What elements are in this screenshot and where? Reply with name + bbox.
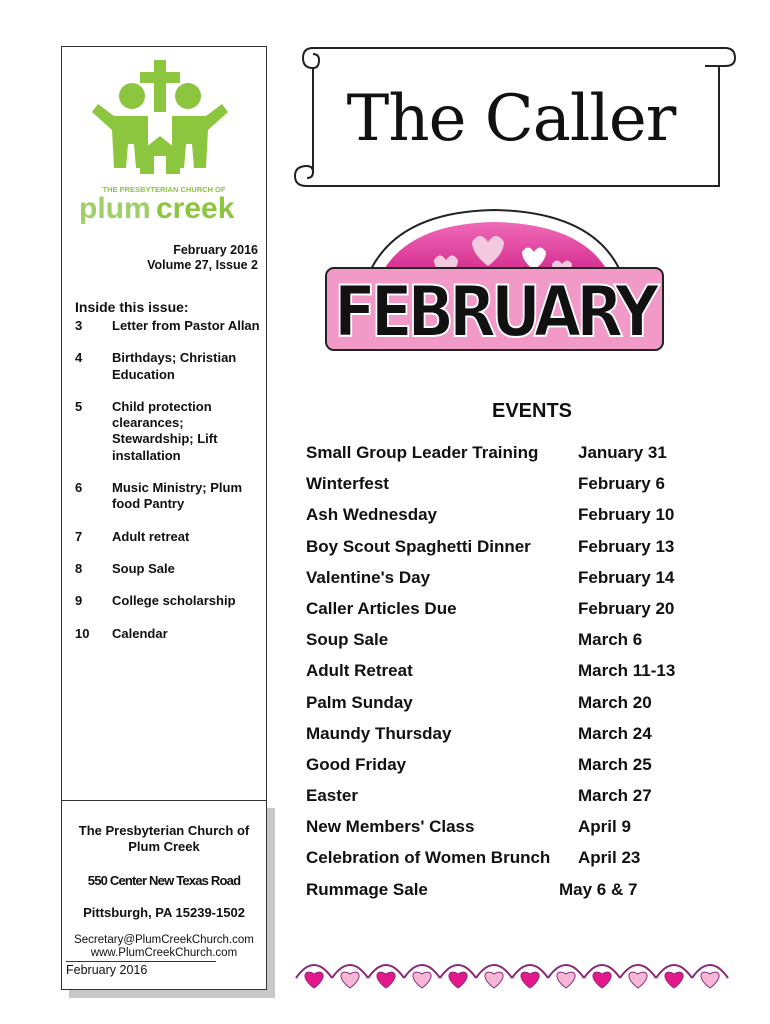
inside-title: Inside this issue: bbox=[75, 299, 189, 315]
issue-date: February 2016 bbox=[173, 243, 258, 257]
event-date: March 6 bbox=[578, 630, 643, 650]
toc-page: 8 bbox=[75, 560, 83, 576]
event-name: Adult Retreat bbox=[306, 661, 413, 681]
logo-tagline: THE PRESBYTERIAN CHURCH OF bbox=[102, 185, 226, 194]
issue-info bbox=[70, 243, 258, 273]
event-name: Good Friday bbox=[306, 754, 407, 774]
event-date: March 25 bbox=[578, 754, 652, 774]
heart-icon bbox=[521, 972, 539, 988]
toc-title: Adult retreat bbox=[112, 528, 190, 544]
toc-page: 9 bbox=[75, 593, 83, 609]
event-row bbox=[306, 537, 746, 568]
events-list bbox=[306, 443, 746, 911]
toc-item[interactable] bbox=[75, 529, 260, 545]
event-date: March 24 bbox=[578, 723, 652, 743]
event-row bbox=[306, 661, 746, 692]
heart-icon bbox=[413, 972, 431, 988]
event-row bbox=[306, 786, 746, 817]
event-date: March 20 bbox=[578, 692, 652, 712]
toc-item[interactable] bbox=[75, 593, 260, 609]
footer-date: February 2016 bbox=[66, 961, 216, 977]
event-date: February 13 bbox=[578, 536, 675, 556]
event-date: April 9 bbox=[578, 817, 631, 837]
event-row bbox=[306, 630, 746, 661]
toc-title: Child protection clearances; Stewardship; Lift installation bbox=[112, 398, 218, 463]
toc-page: 5 bbox=[75, 398, 83, 414]
street-address: 550 Center New Texas Road bbox=[87, 873, 241, 888]
event-row bbox=[306, 817, 746, 848]
event-row bbox=[306, 755, 746, 786]
toc-title: Soup Sale bbox=[112, 560, 175, 576]
contact-links bbox=[62, 934, 266, 960]
event-date: February 20 bbox=[578, 598, 675, 618]
issue-volume: Volume 27, Issue 2 bbox=[147, 258, 258, 272]
event-date: February 10 bbox=[578, 505, 675, 525]
logo-word-creek: creek bbox=[156, 192, 235, 224]
toc-item[interactable] bbox=[75, 350, 260, 383]
toc-page: 7 bbox=[75, 528, 83, 544]
heart-icon bbox=[305, 972, 323, 988]
heart-icon bbox=[593, 972, 611, 988]
event-name: Maundy Thursday bbox=[306, 723, 452, 743]
event-name: Easter bbox=[306, 786, 358, 806]
event-name: Boy Scout Spaghetti Dinner bbox=[306, 536, 531, 556]
address-box bbox=[61, 800, 267, 990]
heart-icon bbox=[485, 972, 503, 988]
event-name: Soup Sale bbox=[306, 630, 389, 650]
event-name: Small Group Leader Training bbox=[306, 443, 539, 462]
event-date: April 23 bbox=[578, 848, 641, 868]
events-heading: EVENTS bbox=[491, 400, 573, 422]
toc-item[interactable] bbox=[75, 318, 260, 334]
event-name: Caller Articles Due bbox=[306, 598, 457, 618]
table-of-contents bbox=[75, 318, 260, 658]
heart-icon bbox=[701, 972, 719, 988]
toc-item[interactable] bbox=[75, 626, 260, 642]
event-row bbox=[306, 474, 746, 505]
toc-title: Calendar bbox=[112, 625, 168, 641]
heart-icon bbox=[377, 972, 395, 988]
newsletter-title: The Caller bbox=[346, 82, 676, 156]
event-row bbox=[306, 880, 746, 911]
toc-item[interactable] bbox=[75, 480, 260, 513]
heart-icon bbox=[449, 972, 467, 988]
city-address: Pittsburgh, PA 15239-1502 bbox=[83, 905, 245, 920]
event-name: Palm Sunday bbox=[306, 692, 413, 712]
event-row bbox=[306, 443, 746, 474]
heart-icon bbox=[557, 972, 575, 988]
toc-item[interactable] bbox=[75, 399, 260, 464]
logo-word-plum: plum bbox=[79, 192, 151, 224]
february-word: FEBRUARY bbox=[334, 271, 661, 353]
event-name: Celebration of Women Brunch bbox=[306, 848, 551, 868]
toc-page: 6 bbox=[75, 480, 83, 496]
event-date: March 11-13 bbox=[578, 661, 676, 681]
event-row bbox=[306, 599, 746, 630]
event-row bbox=[306, 693, 746, 724]
website-link[interactable]: www.PlumCreekChurch.com bbox=[90, 947, 238, 959]
heart-icon bbox=[341, 972, 359, 988]
event-row bbox=[306, 568, 746, 599]
toc-item[interactable] bbox=[75, 561, 260, 577]
church-logo bbox=[74, 56, 254, 224]
heart-border bbox=[290, 948, 730, 998]
event-date: May 6 & 7 bbox=[559, 879, 638, 899]
heart-icon bbox=[629, 972, 647, 988]
toc-title: College scholarship bbox=[112, 593, 236, 609]
event-name: Valentine's Day bbox=[306, 567, 431, 587]
event-row bbox=[306, 724, 746, 755]
toc-page: 3 bbox=[75, 318, 83, 333]
event-name: New Members' Class bbox=[306, 817, 475, 837]
toc-title: Letter from Pastor Allan bbox=[112, 318, 260, 333]
toc-page: 10 bbox=[75, 625, 90, 641]
event-name: Winterfest bbox=[306, 474, 389, 494]
event-date: January 31 bbox=[578, 443, 667, 462]
event-name: Rummage Sale bbox=[306, 879, 428, 899]
event-name: Ash Wednesday bbox=[306, 505, 438, 525]
february-artwork bbox=[322, 202, 667, 362]
event-date: February 6 bbox=[578, 474, 665, 494]
toc-title: Music Ministry; Plum food Pantry bbox=[112, 480, 243, 512]
event-date: March 27 bbox=[578, 786, 652, 806]
event-date: February 14 bbox=[578, 567, 675, 587]
church-name: The Presbyterian Church of Plum Creek bbox=[78, 823, 250, 854]
toc-page: 4 bbox=[75, 350, 83, 366]
heart-icon bbox=[665, 972, 683, 988]
email-link[interactable]: Secretary@PlumCreekChurch.com bbox=[74, 934, 254, 946]
toc-title: Birthdays; Christian Education bbox=[112, 350, 237, 382]
event-row bbox=[306, 848, 746, 879]
event-row bbox=[306, 505, 746, 536]
